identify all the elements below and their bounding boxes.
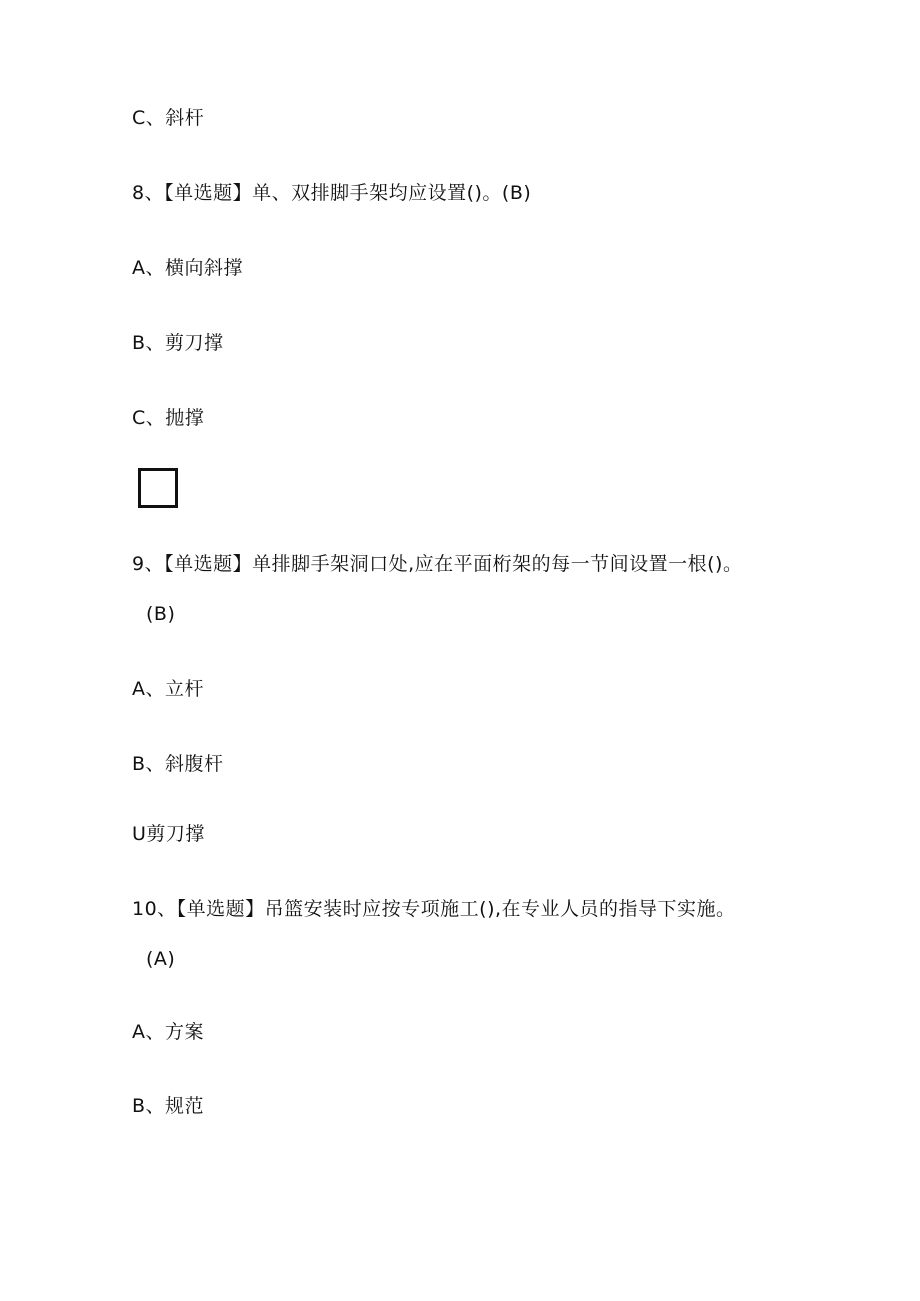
q8-question: 8、【单选题】单、双排脚手架均应设置()。(B)	[132, 182, 532, 204]
q10-option-a: A、方案	[132, 1021, 204, 1043]
q10-option-b: B、规范	[132, 1095, 205, 1117]
q8-option-a: A、横向斜撑	[132, 257, 243, 279]
q8-option-c: C、抛撑	[132, 407, 205, 429]
q8-option-b: B、剪刀撑	[132, 332, 224, 354]
q10-question: 10、【单选题】吊篮安装时应按专项施工(),在专业人员的指导下实施。	[132, 898, 736, 920]
q10-answer: (A)	[146, 948, 176, 970]
q9-question: 9、【单选题】单排脚手架洞口处,应在平面桁架的每一节间设置一根()。	[132, 553, 743, 575]
q9-option-b: B、斜腹杆	[132, 753, 224, 775]
q7-option-c: C、斜杆	[132, 107, 205, 129]
q9-option-c: U剪刀撑	[132, 823, 205, 845]
q9-option-a: A、立杆	[132, 678, 204, 700]
empty-square-box	[138, 468, 178, 508]
q9-answer: (B)	[146, 603, 176, 625]
